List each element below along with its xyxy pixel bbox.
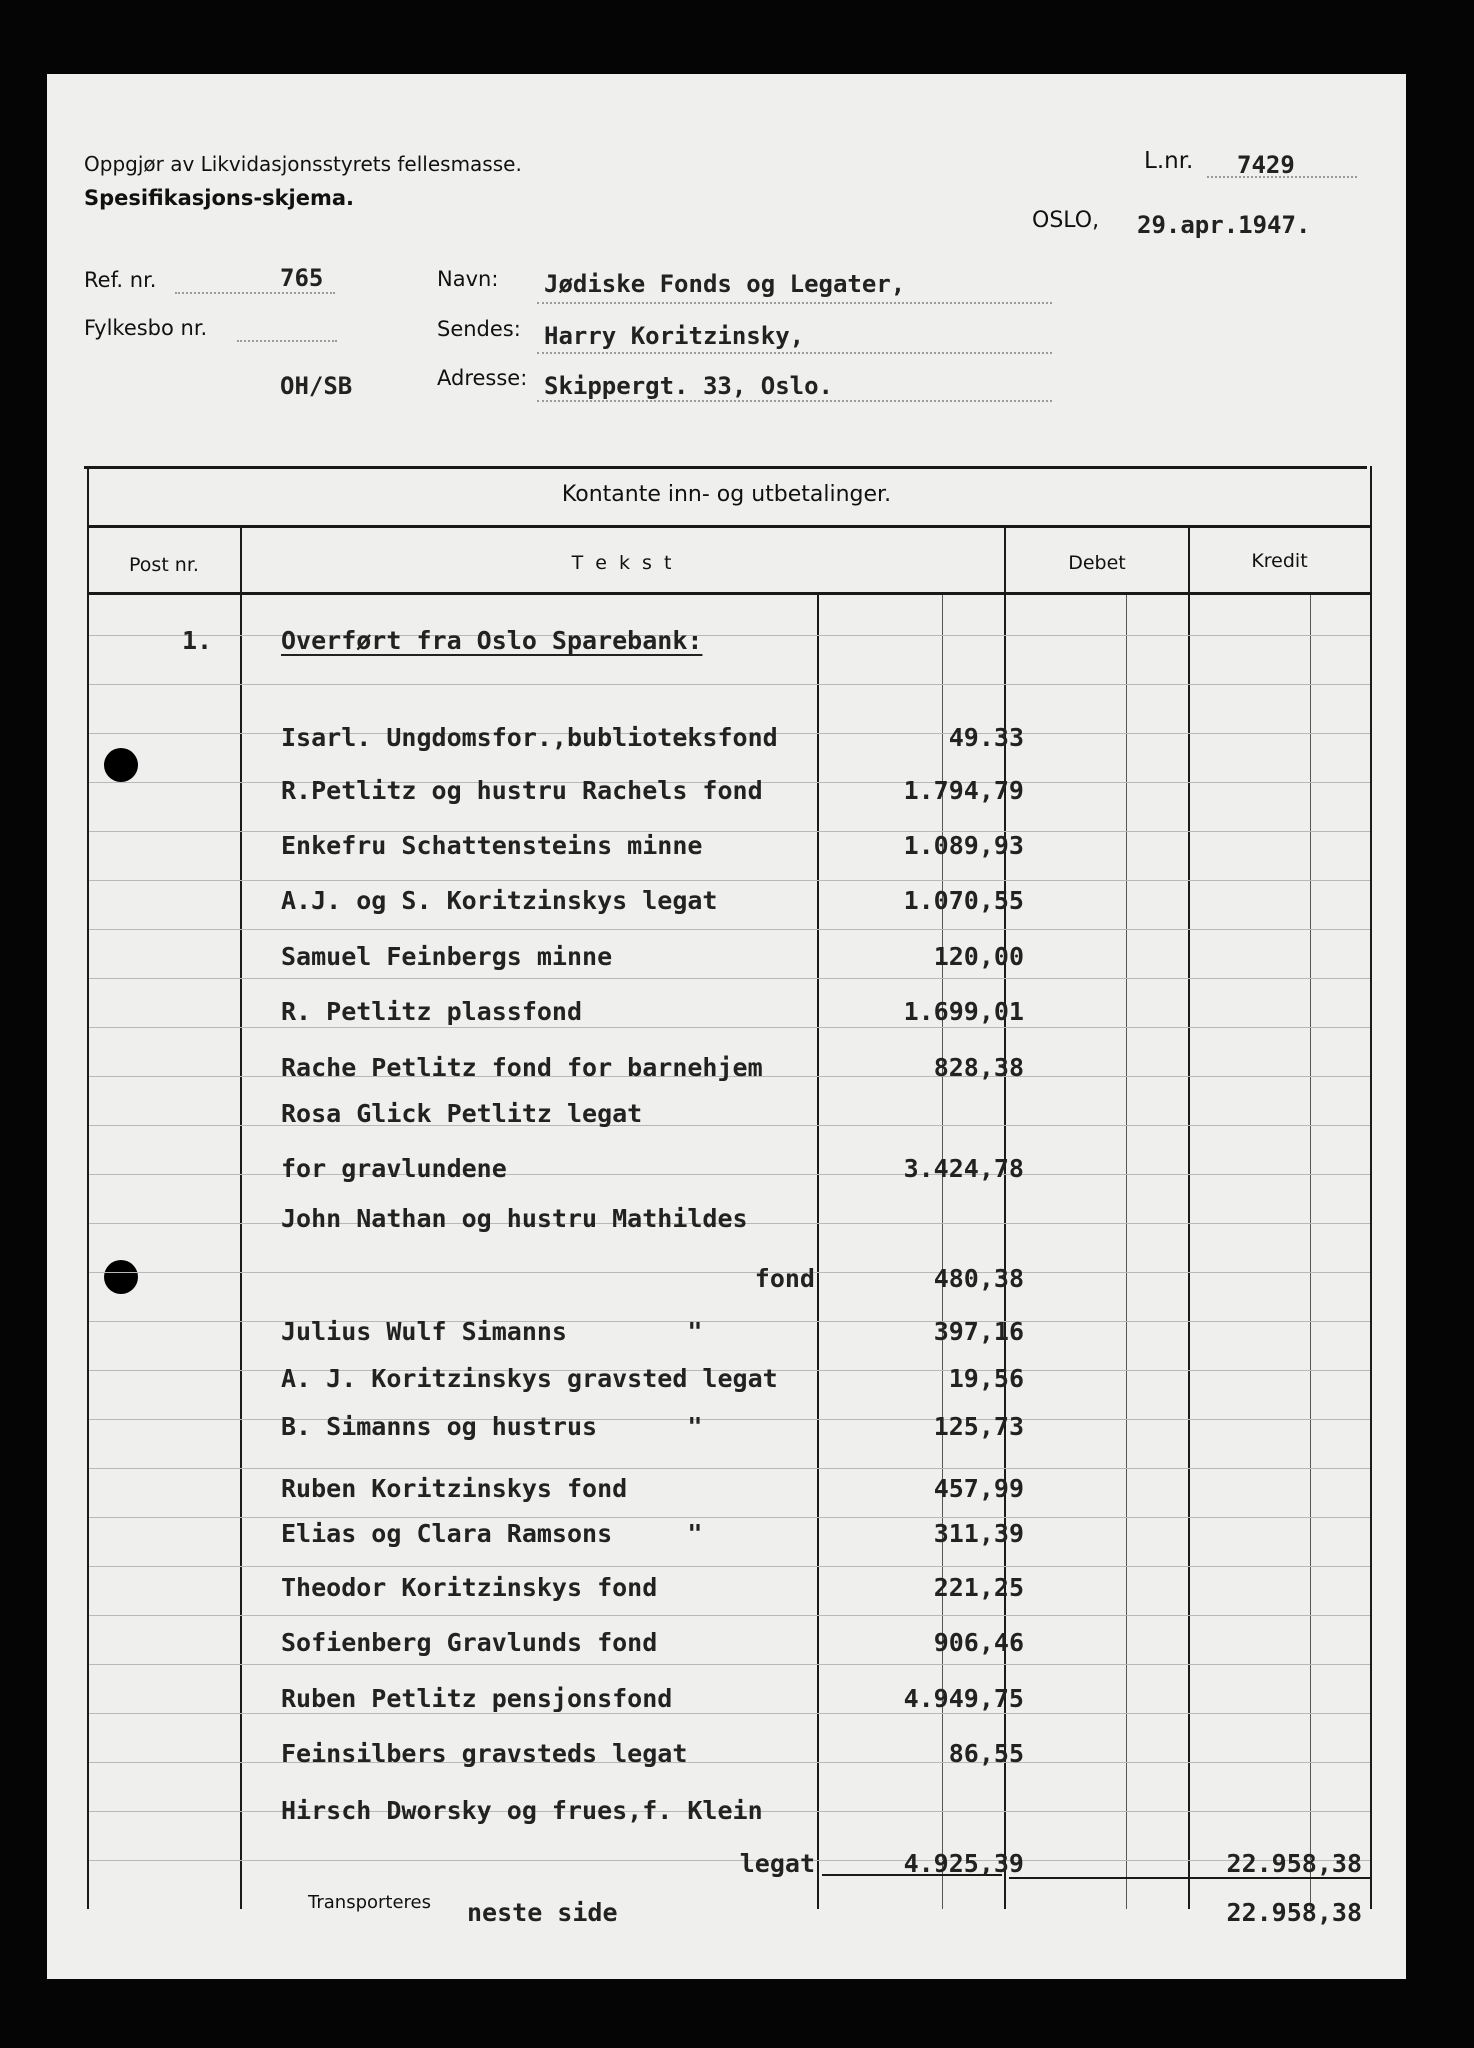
table-row <box>47 1094 1406 1134</box>
col-tekst-header: T e k s t <box>571 552 675 574</box>
transport-label: Transporteres <box>308 1892 431 1913</box>
table-row <box>47 1199 1406 1239</box>
table-row <box>47 937 1406 977</box>
table-row <box>47 771 1406 811</box>
row-text: A. J. Koritzinskys gravsted legat <box>281 1364 778 1393</box>
row-text: Julius Wulf Simanns " <box>281 1317 703 1346</box>
row-amount: 1.070,55 <box>903 886 1024 915</box>
adresse-label: Adresse: <box>437 366 528 390</box>
sendes-value: Harry Koritzinsky, <box>544 322 805 350</box>
table-row <box>47 1149 1406 1189</box>
table-row <box>47 1259 1406 1299</box>
table-caption: Kontante inn- og utbetalinger. <box>561 482 892 507</box>
form-title: Oppgjør av Likvidasjonsstyrets fellesmasse. <box>84 152 522 176</box>
lnr-label: L.nr. <box>1144 148 1194 174</box>
table-row <box>47 1679 1406 1719</box>
row-text: R.Petlitz og hustru Rachels fond <box>281 776 763 805</box>
row-text: Sofienberg Gravlunds fond <box>281 1628 658 1657</box>
row-amount: 19,56 <box>948 1364 1024 1393</box>
row-amount: 125,73 <box>933 1412 1024 1441</box>
row-text: legat <box>739 1849 815 1878</box>
section-heading: Overført fra Oslo Sparebank: <box>281 626 703 655</box>
col-debet-header: Debet <box>1068 552 1126 574</box>
table-row <box>47 1312 1406 1352</box>
table-row <box>47 1568 1406 1608</box>
place-label: OSLO, <box>1032 208 1100 233</box>
initials: OH/SB <box>280 372 353 400</box>
table-row <box>47 1791 1406 1831</box>
row-amount: 1.089,93 <box>903 831 1024 860</box>
navn-label: Navn: <box>437 267 499 291</box>
form-subtitle: Spesifikasjons-skjema. <box>84 186 355 210</box>
transport-text: neste side <box>467 1898 618 1927</box>
table-row <box>47 992 1406 1032</box>
row-amount: 480,38 <box>933 1264 1024 1293</box>
row-text: B. Simanns og hustrus " <box>281 1412 703 1441</box>
row-amount: 1.794,79 <box>903 776 1024 805</box>
row-text: Feinsilbers gravsteds legat <box>281 1739 688 1768</box>
table-row <box>47 718 1406 758</box>
row-text: Rosa Glick Petlitz legat <box>281 1099 643 1128</box>
adresse-value: Skippergt. 33, Oslo. <box>544 372 833 400</box>
row-text: Rache Petlitz fond for barnehjem <box>281 1053 763 1082</box>
row-text: Isarl. Ungdomsfor.,bublioteksfond <box>281 723 778 752</box>
table-row <box>47 881 1406 921</box>
col-kredit-header: Kredit <box>1251 550 1308 572</box>
table-row <box>47 1407 1406 1447</box>
table-row <box>47 826 1406 866</box>
row-text: R. Petlitz plassfond <box>281 997 583 1026</box>
col-post-header: Post nr. <box>129 554 199 576</box>
row-text: for gravlundene <box>281 1154 507 1183</box>
row-text: fond <box>754 1264 815 1293</box>
row-amount: 4.925,39 <box>903 1849 1024 1878</box>
row-text: Enkefru Schattensteins minne <box>281 831 703 860</box>
row-amount: 221,25 <box>933 1573 1024 1602</box>
row-amount: 1.699,01 <box>903 997 1024 1026</box>
table-row <box>47 1359 1406 1399</box>
row-amount: 3.424,78 <box>903 1154 1024 1183</box>
navn-value: Jødiske Fonds og Legater, <box>544 270 906 298</box>
row-amount: 49.33 <box>948 723 1024 752</box>
row-text: Ruben Petlitz pensjonsfond <box>281 1684 673 1713</box>
row-amount: 4.949,75 <box>903 1684 1024 1713</box>
transport-total: 22.958,38 <box>1226 1898 1362 1927</box>
row-text: Hirsch Dworsky og frues,f. Klein <box>281 1796 763 1825</box>
table-row <box>47 1469 1406 1509</box>
post-number: 1. <box>182 626 213 655</box>
row-text: Samuel Feinbergs minne <box>281 942 613 971</box>
document-page <box>47 74 1406 1979</box>
row-amount: 828,38 <box>933 1053 1024 1082</box>
ref-label: Ref. nr. <box>84 268 157 292</box>
table-row <box>47 1734 1406 1774</box>
row-text: Elias og Clara Ramsons " <box>281 1519 703 1548</box>
row-amount: 86,55 <box>948 1739 1024 1768</box>
lnr-value: 7429 <box>1237 151 1295 179</box>
table-row <box>47 1514 1406 1554</box>
ref-value: 765 <box>280 264 324 292</box>
sendes-label: Sendes: <box>437 317 521 341</box>
row-amount: 120,00 <box>933 942 1024 971</box>
kredit-total: 22.958,38 <box>1226 1849 1362 1878</box>
fylkesbo-label: Fylkesbo nr. <box>84 316 208 340</box>
row-text: John Nathan og hustru Mathildes <box>281 1204 748 1233</box>
table-row <box>47 1048 1406 1088</box>
table-row <box>47 1623 1406 1663</box>
row-amount: 906,46 <box>933 1628 1024 1657</box>
table-row <box>47 1844 1406 1884</box>
row-amount: 311,39 <box>933 1519 1024 1548</box>
row-amount: 457,99 <box>933 1474 1024 1503</box>
row-amount: 397,16 <box>933 1317 1024 1346</box>
row-text: A.J. og S. Koritzinskys legat <box>281 886 718 915</box>
row-text: Ruben Koritzinskys fond <box>281 1474 628 1503</box>
row-text: Theodor Koritzinskys fond <box>281 1573 658 1602</box>
document-date: 29.apr.1947. <box>1137 211 1311 239</box>
